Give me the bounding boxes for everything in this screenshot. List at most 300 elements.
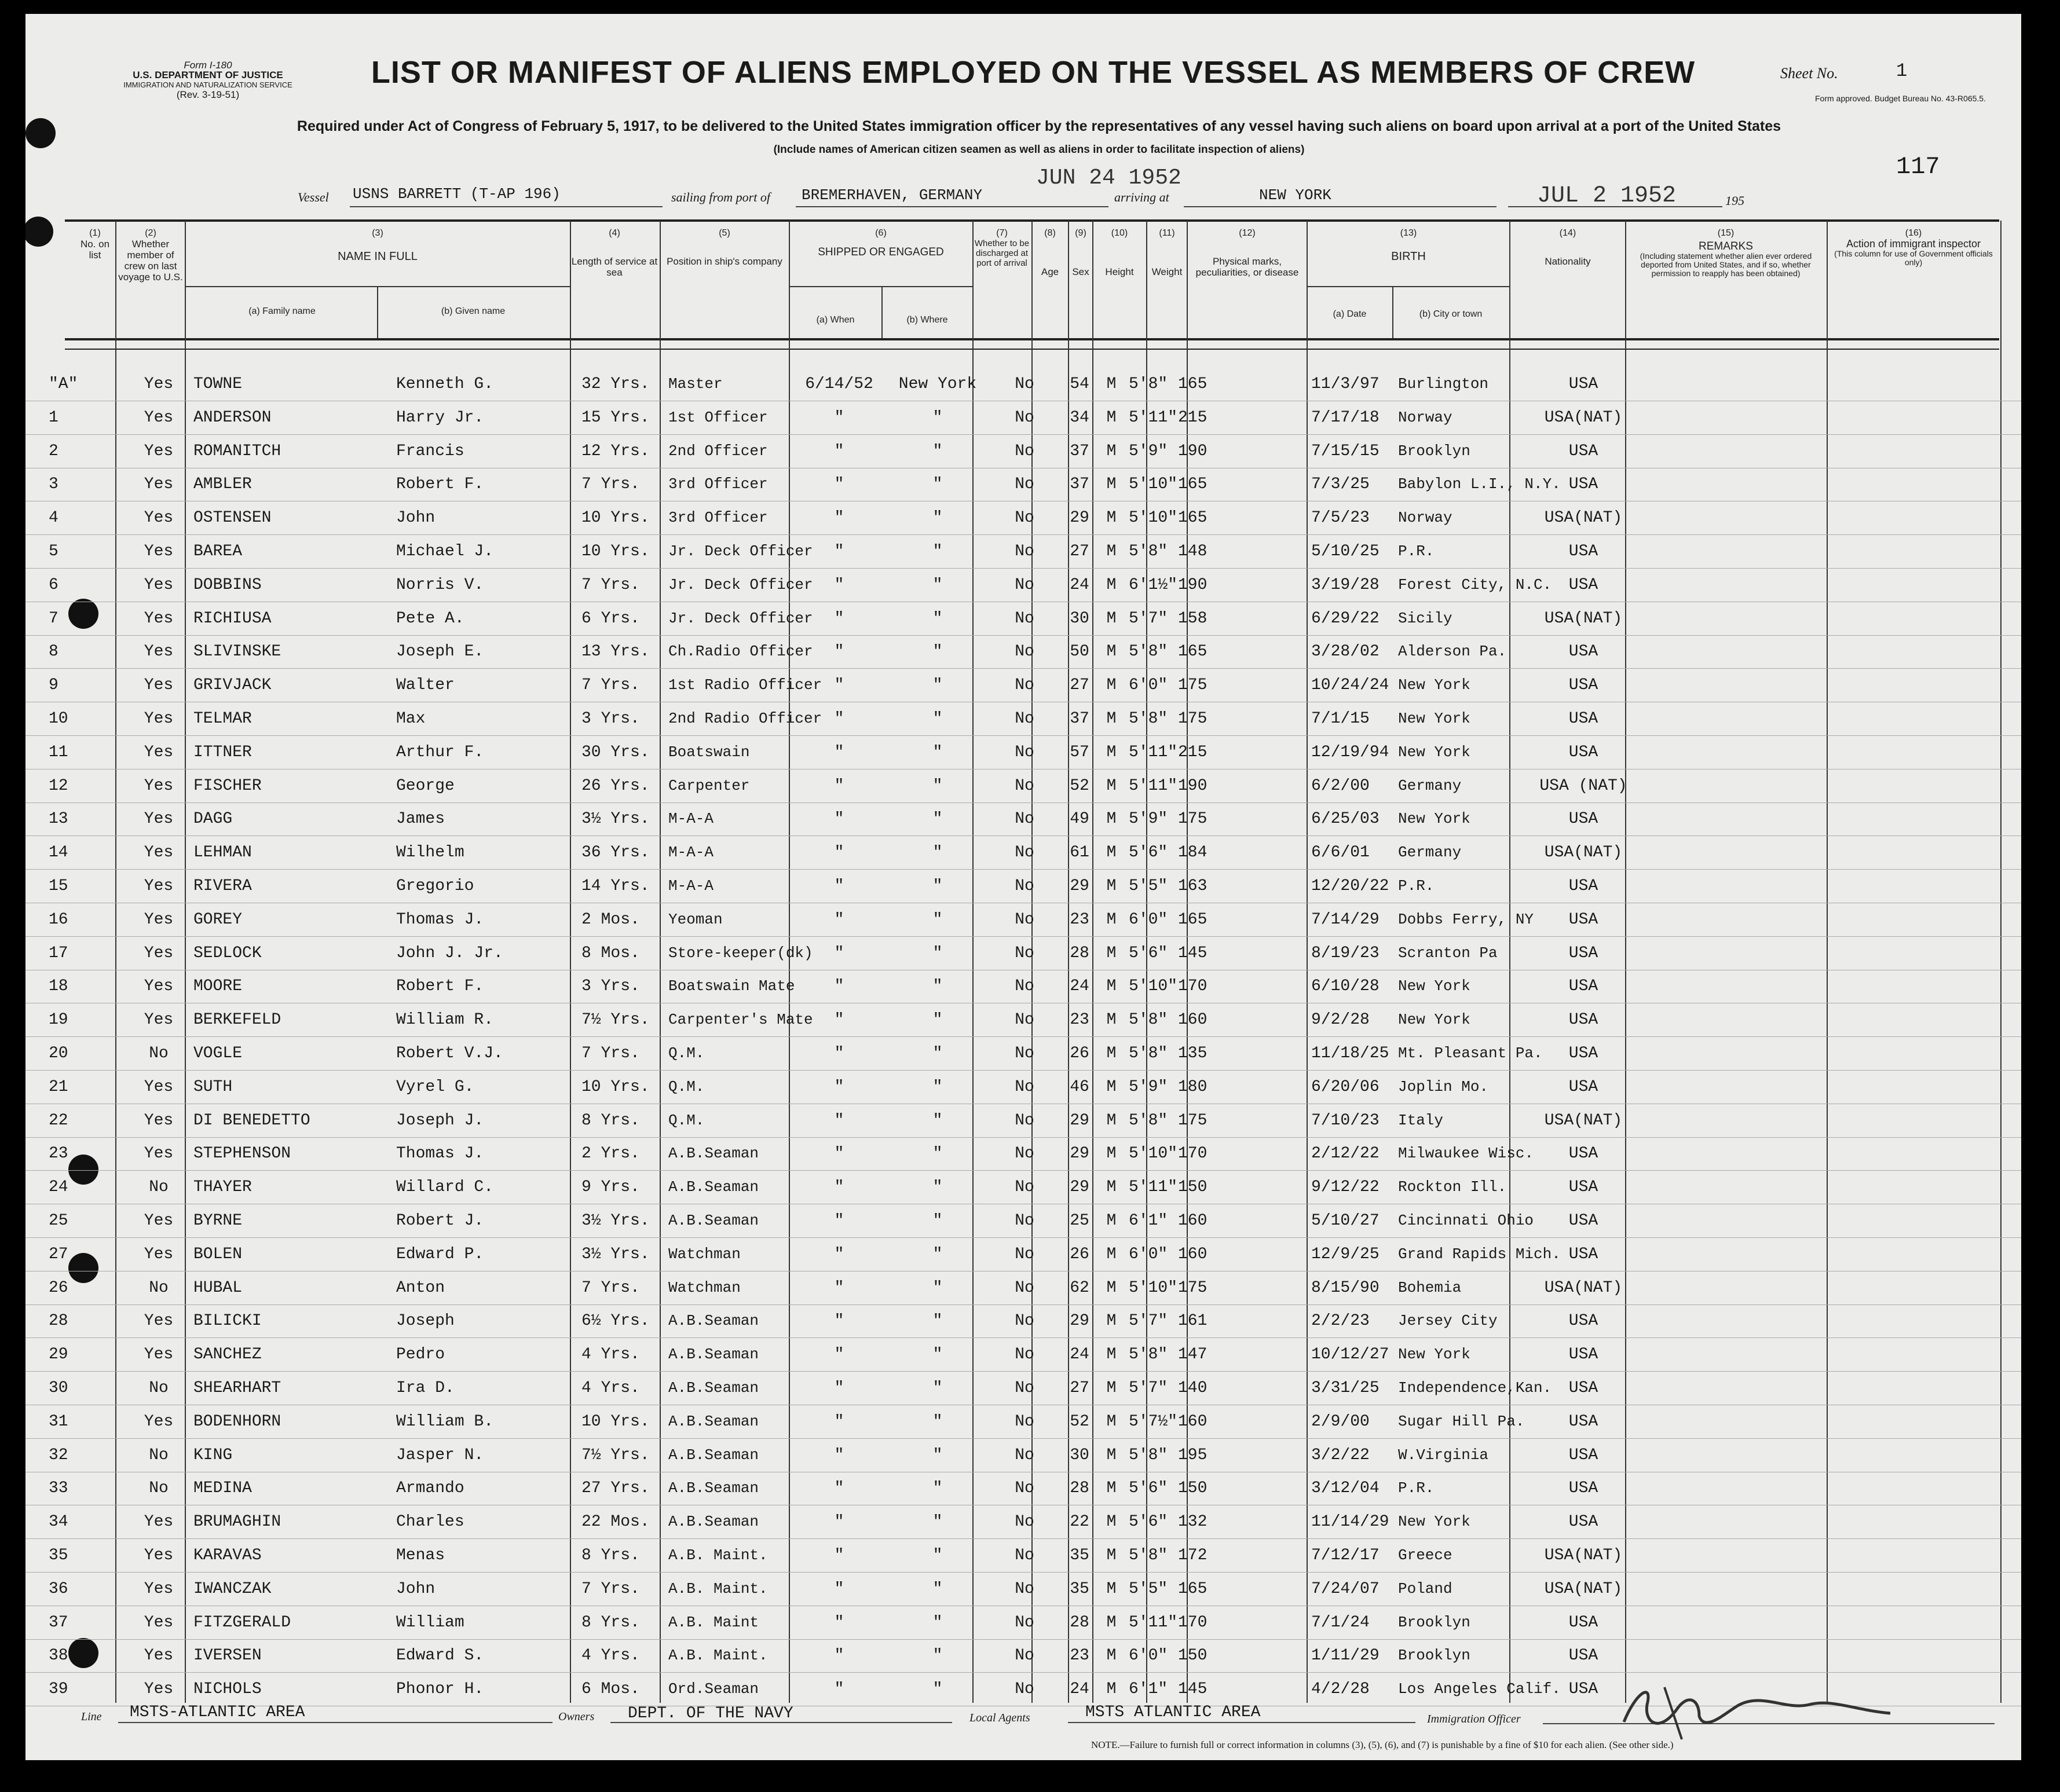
weight-cell: 195 xyxy=(1178,1446,1208,1464)
height-cell: 5'9" xyxy=(1129,1078,1168,1096)
position-cell: Boatswain Mate xyxy=(668,977,795,995)
family-name-cell: RIVERA xyxy=(193,877,252,895)
table-row xyxy=(25,1204,2021,1238)
weight-cell: 161 xyxy=(1178,1312,1208,1331)
birth-date-cell: 7/3/25 xyxy=(1311,475,1370,494)
weight-cell: 150 xyxy=(1178,1479,1208,1498)
service-length-cell: 4 Yrs. xyxy=(581,1647,640,1665)
given-name-cell: Anton xyxy=(396,1278,445,1297)
age-cell: 27 xyxy=(1070,543,1089,560)
shipped-when-cell: " xyxy=(834,1245,844,1263)
sex-cell: M xyxy=(1106,710,1117,728)
service-length-cell: 8 Yrs. xyxy=(581,1547,640,1564)
shipped-when-cell: " xyxy=(834,877,844,895)
header-col9: (9) Sex xyxy=(1069,228,1092,277)
nationality-cell: USA xyxy=(1568,1446,1598,1464)
shipped-when-cell: " xyxy=(834,1145,844,1163)
birth-city-cell: Mt. Pleasant Pa. xyxy=(1398,1045,1543,1062)
sex-cell: M xyxy=(1106,1379,1117,1397)
table-row xyxy=(25,802,2021,836)
footer-agents-value: MSTS ATLANTIC AREA xyxy=(1085,1703,1261,1721)
sex-cell: M xyxy=(1106,910,1117,929)
shipped-where-cell: " xyxy=(932,475,943,494)
nationality-cell: USA xyxy=(1568,1212,1598,1230)
shipped-when-cell: " xyxy=(834,1547,844,1564)
given-name-cell: Kenneth G. xyxy=(396,375,494,393)
family-name-cell: BILICKI xyxy=(193,1312,262,1331)
weight-cell: 148 xyxy=(1178,543,1208,560)
service-length-cell: 12 Yrs. xyxy=(581,442,650,460)
footer-agents-label: Local Agents xyxy=(969,1712,1030,1724)
family-name-cell: HUBAL xyxy=(193,1278,243,1297)
discharged-cell: No xyxy=(1015,1680,1034,1699)
discharged-cell: No xyxy=(1015,1547,1034,1564)
family-name-cell: IWANCZAK xyxy=(193,1580,272,1598)
nationality-cell: USA(NAT) xyxy=(1544,609,1623,628)
shipped-when-cell: " xyxy=(834,1312,844,1331)
nationality-cell: USA xyxy=(1568,977,1598,996)
sex-cell: M xyxy=(1106,1513,1117,1531)
list-number: 35 xyxy=(49,1547,68,1564)
prior-voyage-cell: Yes xyxy=(144,944,174,962)
service-length-cell: 6½ Yrs. xyxy=(581,1312,650,1331)
nationality-cell: USA xyxy=(1568,475,1598,494)
list-number: 26 xyxy=(49,1278,68,1297)
family-name-cell: GRIVJACK xyxy=(193,676,272,695)
family-name-cell: DOBBINS xyxy=(193,576,262,594)
weight-cell: 175 xyxy=(1178,810,1208,829)
shipped-where-cell: " xyxy=(932,1412,943,1431)
discharged-cell: No xyxy=(1015,1278,1034,1297)
family-name-cell: TELMAR xyxy=(193,710,252,728)
discharged-cell: No xyxy=(1015,1346,1034,1364)
height-cell: 5'6" xyxy=(1129,1479,1168,1498)
discharged-cell: No xyxy=(1015,977,1034,996)
nationality-cell: USA xyxy=(1568,877,1598,895)
form-identifier xyxy=(112,60,303,100)
family-name-cell: TOWNE xyxy=(193,375,243,393)
sex-cell: M xyxy=(1106,877,1117,895)
birth-city-cell: Norway xyxy=(1398,408,1452,426)
age-cell: 25 xyxy=(1070,1212,1089,1230)
shipped-where-cell: " xyxy=(932,1513,943,1531)
shipped-when-cell: " xyxy=(834,1178,844,1197)
age-cell: 28 xyxy=(1070,944,1089,962)
position-cell: Carpenter's Mate xyxy=(668,1011,813,1029)
age-cell: 37 xyxy=(1070,710,1089,728)
nationality-cell: USA(NAT) xyxy=(1544,408,1623,427)
stamp-number: 117 xyxy=(1896,153,1940,181)
header-col11: (11) Weight xyxy=(1147,228,1187,277)
prior-voyage-cell: Yes xyxy=(144,710,174,728)
given-name-cell: Harry Jr. xyxy=(396,408,484,427)
list-number: 9 xyxy=(49,676,58,695)
age-cell: 29 xyxy=(1070,509,1089,527)
header-birth-date: (a) Date xyxy=(1333,309,1367,319)
birth-city-cell: Poland xyxy=(1398,1580,1452,1597)
sex-cell: M xyxy=(1106,375,1117,393)
birth-city-cell: New York xyxy=(1398,977,1470,995)
prior-voyage-cell: Yes xyxy=(144,509,174,527)
header-col3: (3) NAME IN FULL xyxy=(186,228,569,262)
weight-cell: 165 xyxy=(1178,910,1208,929)
prior-voyage-cell: Yes xyxy=(144,1580,174,1598)
table-row xyxy=(25,401,2021,435)
header-remarks-note: (Including statement whether alien ever ordered deported from United States, and if so, whether permission to reapply has been obtained) xyxy=(1640,251,1812,278)
shipped-where-cell: " xyxy=(932,1078,943,1096)
list-number: 13 xyxy=(49,810,68,829)
position-cell: A.B.Seaman xyxy=(668,1479,759,1497)
arriving-label: arriving at xyxy=(1114,190,1169,204)
given-name-cell: Arthur F. xyxy=(396,743,484,761)
footer-officer-label: Immigration Officer xyxy=(1427,1713,1521,1725)
list-number: "A" xyxy=(49,375,78,393)
header-col14: (14) Nationality xyxy=(1510,228,1625,267)
given-name-cell: Robert F. xyxy=(396,475,484,494)
service-length-cell: 26 Yrs. xyxy=(581,776,650,795)
shipped-when-cell: " xyxy=(834,1111,844,1130)
table-row xyxy=(25,1304,2021,1338)
sex-cell: M xyxy=(1106,1212,1117,1230)
list-number: 10 xyxy=(49,710,68,728)
age-cell: 24 xyxy=(1070,576,1089,594)
service-length-cell: 8 Mos. xyxy=(581,944,640,962)
given-name-cell: Joseph E. xyxy=(396,643,484,661)
birth-date-cell: 11/14/29 xyxy=(1311,1513,1389,1531)
family-name-cell: SEDLOCK xyxy=(193,944,262,962)
height-cell: 5'11" xyxy=(1129,1178,1178,1197)
service-length-cell: 7 Yrs. xyxy=(581,1580,640,1598)
table-row xyxy=(25,1237,2021,1271)
prior-voyage-cell: No xyxy=(149,1479,169,1498)
prior-voyage-cell: Yes xyxy=(144,810,174,829)
table-row xyxy=(25,635,2021,669)
shipped-when-cell: " xyxy=(834,543,844,560)
height-cell: 5'8" xyxy=(1129,710,1168,728)
header-inspector-note: (This column for use of Government officials only) xyxy=(1834,249,1993,267)
age-cell: 23 xyxy=(1070,1011,1089,1029)
shipped-where-cell: " xyxy=(932,810,943,829)
shipped-when-cell: " xyxy=(834,1446,844,1464)
birth-date-cell: 7/15/15 xyxy=(1311,442,1380,460)
age-cell: 27 xyxy=(1070,676,1089,695)
sex-cell: M xyxy=(1106,1412,1117,1431)
birth-city-cell: Scranton Pa xyxy=(1398,944,1498,962)
position-cell: A.B. Maint. xyxy=(668,1647,768,1665)
prior-voyage-cell: Yes xyxy=(144,776,174,795)
birth-date-cell: 7/10/23 xyxy=(1311,1111,1380,1130)
sex-cell: M xyxy=(1106,1245,1117,1263)
position-cell: Carpenter xyxy=(668,776,750,794)
height-cell: 5'8" xyxy=(1129,375,1168,393)
weight-cell: 170 xyxy=(1178,1613,1208,1632)
birth-city-cell: Milwaukee Wisc. xyxy=(1398,1145,1534,1163)
service-length-cell: 14 Yrs. xyxy=(581,877,650,895)
header-position: Position in ship's company xyxy=(667,256,782,267)
weight-cell: 170 xyxy=(1178,1145,1208,1163)
footer-owners-value: DEPT. OF THE NAVY xyxy=(628,1705,793,1723)
service-length-cell: 6 Yrs. xyxy=(581,609,640,628)
weight-cell: 175 xyxy=(1178,710,1208,728)
nationality-cell: USA(NAT) xyxy=(1544,1547,1623,1564)
given-name-cell: Thomas J. xyxy=(396,910,484,929)
list-number: 12 xyxy=(49,776,68,795)
birth-city-cell: Germany xyxy=(1398,776,1462,794)
discharged-cell: No xyxy=(1015,543,1034,560)
birth-city-cell: Sugar Hill Pa. xyxy=(1398,1412,1525,1430)
sex-cell: M xyxy=(1106,1312,1117,1331)
position-cell: Q.M. xyxy=(668,1078,705,1095)
birth-city-cell: Brooklyn xyxy=(1398,1647,1470,1665)
family-name-cell: BRUMAGHIN xyxy=(193,1513,281,1531)
list-number: 6 xyxy=(49,576,58,594)
service-length-cell: 7½ Yrs. xyxy=(581,1011,650,1029)
sex-cell: M xyxy=(1106,1479,1117,1498)
nationality-cell: USA xyxy=(1568,1178,1598,1197)
age-cell: 49 xyxy=(1070,810,1089,829)
list-number: 31 xyxy=(49,1412,68,1431)
height-cell: 5'8" xyxy=(1129,1446,1168,1464)
height-cell: 5'8" xyxy=(1129,1045,1168,1062)
table-row xyxy=(25,668,2021,702)
table-row xyxy=(25,1405,2021,1439)
header-name-in-full: NAME IN FULL xyxy=(338,250,418,263)
birth-city-cell: Independence,Kan. xyxy=(1398,1379,1552,1397)
nationality-cell: USA xyxy=(1568,1245,1598,1263)
discharged-cell: No xyxy=(1015,776,1034,795)
birth-date-cell: 6/10/28 xyxy=(1311,977,1380,996)
height-cell: 5'5" xyxy=(1129,877,1168,895)
given-name-cell: Armando xyxy=(396,1479,464,1498)
shipped-where-cell: " xyxy=(932,844,943,862)
discharged-cell: No xyxy=(1015,1178,1034,1197)
birth-date-cell: 6/2/00 xyxy=(1311,776,1370,795)
weight-cell: 158 xyxy=(1178,609,1208,628)
vessel-label: Vessel xyxy=(298,190,329,204)
header-when: (a) When xyxy=(816,315,855,325)
birth-city-cell: P.R. xyxy=(1398,543,1435,560)
birth-date-cell: 9/2/28 xyxy=(1311,1011,1370,1029)
height-cell: 5'10" xyxy=(1129,1278,1178,1297)
birth-date-cell: 9/12/22 xyxy=(1311,1178,1380,1197)
birth-city-cell: P.R. xyxy=(1398,877,1435,895)
height-cell: 5'9" xyxy=(1129,442,1168,460)
birth-date-cell: 7/12/17 xyxy=(1311,1547,1380,1564)
birth-city-cell: Jersey City xyxy=(1398,1312,1498,1330)
shipped-where-cell: " xyxy=(932,910,943,929)
position-cell: A.B. Maint. xyxy=(668,1547,768,1564)
header-length-of-service: Length of service at sea xyxy=(571,256,658,278)
table-row xyxy=(25,1438,2021,1472)
weight-cell: 175 xyxy=(1178,1111,1208,1130)
shipped-where-cell: " xyxy=(932,877,943,895)
shipped-when-cell: " xyxy=(834,442,844,460)
list-number: 29 xyxy=(49,1346,68,1364)
vessel-name: USNS BARRETT (T-AP 196) xyxy=(353,185,561,203)
weight-cell: 175 xyxy=(1178,676,1208,695)
discharged-cell: No xyxy=(1015,1446,1034,1464)
given-name-cell: Joseph J. xyxy=(396,1111,484,1130)
service-length-cell: 3 Yrs. xyxy=(581,977,640,996)
shipped-where-cell: " xyxy=(932,1379,943,1397)
birth-date-cell: 10/12/27 xyxy=(1311,1346,1389,1364)
birth-city-cell: New York xyxy=(1398,1011,1470,1029)
prior-voyage-cell: Yes xyxy=(144,1111,174,1130)
birth-date-cell: 11/18/25 xyxy=(1311,1045,1389,1062)
height-cell: 5'8" xyxy=(1129,1547,1168,1564)
service-length-cell: 10 Yrs. xyxy=(581,1412,650,1431)
punch-hole xyxy=(25,217,53,247)
table-row xyxy=(25,367,2021,401)
shipped-where-cell: " xyxy=(932,643,943,661)
prior-voyage-cell: Yes xyxy=(144,1312,174,1331)
birth-date-cell: 7/14/29 xyxy=(1311,910,1380,929)
birth-date-cell: 2/9/00 xyxy=(1311,1412,1370,1431)
age-cell: 29 xyxy=(1070,1111,1089,1130)
sex-cell: M xyxy=(1106,676,1117,695)
sex-cell: M xyxy=(1106,543,1117,560)
birth-date-cell: 11/3/97 xyxy=(1311,375,1380,393)
discharged-cell: No xyxy=(1015,877,1034,895)
discharged-cell: No xyxy=(1015,710,1034,728)
year-suffix: 195 xyxy=(1725,193,1744,208)
discharged-cell: No xyxy=(1015,576,1034,594)
table-row xyxy=(25,1471,2021,1505)
prior-voyage-cell: Yes xyxy=(144,1245,174,1263)
header-col4: (4) Length of service at sea xyxy=(571,228,658,278)
given-name-cell: William B. xyxy=(396,1412,494,1431)
birth-date-cell: 5/10/27 xyxy=(1311,1212,1380,1230)
birth-city-cell: Grand Rapids Mich. xyxy=(1398,1245,1561,1263)
header-col15: (15) REMARKS (Including statement whether alien ever ordered deported from United States, and if so, whether permission to reapply has been obtained) xyxy=(1626,228,1825,278)
footer-note: NOTE.—Failure to furnish full or correct information in columns (3), (5), (6), and (7) is punishable by a fine of $10 for each alien. (See other side.) xyxy=(1091,1739,1674,1750)
position-cell: A.B. Maint xyxy=(668,1613,759,1631)
agency-name: U.S. DEPARTMENT OF JUSTICE xyxy=(133,69,283,80)
header-remarks: REMARKS xyxy=(1699,240,1753,252)
age-cell: 35 xyxy=(1070,1547,1089,1564)
prior-voyage-cell: Yes xyxy=(144,1613,174,1632)
family-name-cell: BAREA xyxy=(193,543,243,560)
sex-cell: M xyxy=(1106,1011,1117,1029)
form-number: Form I-180 xyxy=(184,60,232,71)
family-name-cell: KARAVAS xyxy=(193,1547,262,1564)
age-cell: 24 xyxy=(1070,977,1089,996)
age-cell: 26 xyxy=(1070,1045,1089,1062)
weight-cell: 215 xyxy=(1178,743,1208,761)
shipped-when-cell: " xyxy=(834,1346,844,1364)
shipped-when-cell: " xyxy=(834,776,844,795)
header-col8: (8) Age xyxy=(1033,228,1067,277)
given-name-cell: Phonor H. xyxy=(396,1680,484,1699)
prior-voyage-cell: Yes xyxy=(144,375,174,393)
table-row xyxy=(25,568,2021,602)
list-number: 20 xyxy=(49,1045,68,1062)
nationality-cell: USA xyxy=(1568,543,1598,560)
birth-city-cell: New York xyxy=(1398,1346,1470,1364)
nationality-cell: USA xyxy=(1568,1312,1598,1331)
weight-cell: 132 xyxy=(1178,1513,1208,1531)
position-cell: A.B.Seaman xyxy=(668,1379,759,1397)
birth-city-cell: New York xyxy=(1398,1513,1470,1531)
prior-voyage-cell: Yes xyxy=(144,408,174,427)
sex-cell: M xyxy=(1106,1078,1117,1096)
weight-cell: 163 xyxy=(1178,877,1208,895)
weight-cell: 215 xyxy=(1178,408,1208,427)
height-cell: 5'10" xyxy=(1129,977,1178,996)
nationality-cell: USA xyxy=(1568,1680,1598,1699)
weight-cell: 135 xyxy=(1178,1045,1208,1062)
height-cell: 5'7" xyxy=(1129,1312,1168,1331)
header-prior-voyage: Whether member of crew on last voyage to U.S. xyxy=(118,239,183,283)
nationality-cell: USA(NAT) xyxy=(1544,1580,1623,1598)
age-cell: 30 xyxy=(1070,1446,1089,1464)
family-name-cell: DAGG xyxy=(193,810,233,829)
service-length-cell: 2 Yrs. xyxy=(581,1145,640,1163)
shipped-where-cell: " xyxy=(932,1647,943,1665)
list-number: 34 xyxy=(49,1513,68,1531)
list-number: 7 xyxy=(49,609,58,628)
prior-voyage-cell: No xyxy=(149,1178,169,1197)
family-name-cell: GOREY xyxy=(193,910,243,929)
table-row xyxy=(25,1572,2021,1606)
footer-owners-label: Owners xyxy=(558,1710,595,1723)
height-cell: 5'6" xyxy=(1129,844,1168,862)
position-cell: Q.M. xyxy=(668,1111,705,1129)
age-cell: 54 xyxy=(1070,375,1089,393)
prior-voyage-cell: Yes xyxy=(144,1680,174,1699)
nationality-cell: USA xyxy=(1568,944,1598,962)
given-name-cell: Gregorio xyxy=(396,877,474,895)
table-row xyxy=(25,1505,2021,1539)
table-row xyxy=(25,501,2021,535)
age-cell: 29 xyxy=(1070,1145,1089,1163)
sex-cell: M xyxy=(1106,609,1117,628)
shipped-when-cell: " xyxy=(834,1379,844,1397)
weight-cell: 140 xyxy=(1178,1379,1208,1397)
sex-cell: M xyxy=(1106,1111,1117,1130)
birth-city-cell: Burlington xyxy=(1398,375,1489,393)
age-cell: 37 xyxy=(1070,475,1089,494)
position-cell: M-A-A xyxy=(668,877,714,895)
list-number: 14 xyxy=(49,844,68,862)
shipped-when-cell: " xyxy=(834,408,844,427)
height-cell: 5'6" xyxy=(1129,944,1168,962)
prior-voyage-cell: Yes xyxy=(144,977,174,996)
height-cell: 6'0" xyxy=(1129,1245,1168,1263)
service-length-cell: 30 Yrs. xyxy=(581,743,650,761)
birth-city-cell: New York xyxy=(1398,676,1470,694)
sex-cell: M xyxy=(1106,1613,1117,1632)
height-cell: 5'6" xyxy=(1129,1513,1168,1531)
discharged-cell: No xyxy=(1015,1078,1034,1096)
family-name-cell: ITTNER xyxy=(193,743,252,761)
header-weight: Weight xyxy=(1151,266,1183,277)
age-cell: 24 xyxy=(1070,1346,1089,1364)
shipped-when-cell: " xyxy=(834,1479,844,1498)
birth-date-cell: 3/2/22 xyxy=(1311,1446,1370,1464)
shipped-where-cell: " xyxy=(932,442,943,460)
list-number: 33 xyxy=(49,1479,68,1498)
birth-city-cell: New York xyxy=(1398,743,1470,761)
birth-date-cell: 3/19/28 xyxy=(1311,576,1380,594)
family-name-cell: BOLEN xyxy=(193,1245,243,1263)
nationality-cell: USA xyxy=(1568,676,1598,695)
table-row xyxy=(25,1606,2021,1640)
list-number: 36 xyxy=(49,1580,68,1598)
prior-voyage-cell: Yes xyxy=(144,844,174,862)
discharged-cell: No xyxy=(1015,1613,1034,1632)
height-cell: 5'8" xyxy=(1129,1011,1168,1029)
